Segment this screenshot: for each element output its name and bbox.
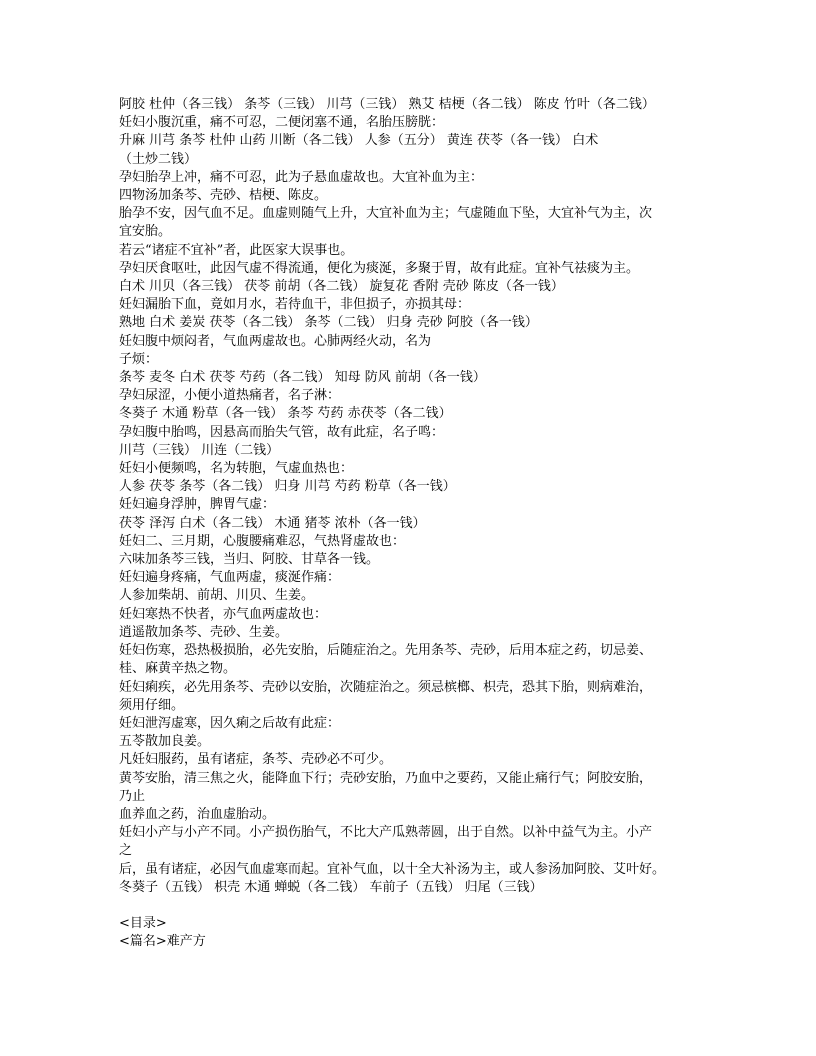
text-line: 川芎（三钱） 川连（二钱） <box>119 442 280 458</box>
text-line: 妊妇二、三月期，心腹腰痛难忍，气热肾虚故也： <box>119 533 406 549</box>
text-line: 黄芩安胎，清三焦之火，能降血下行；壳砂安胎，乃血中之要药，又能止痛行气；阿胶安胎， <box>119 770 653 786</box>
text-line: 妊妇泄泻虚寒，因久痢之后故有此症： <box>119 715 341 731</box>
text-line: 妊妇小便频鸣，名为转胞，气虚血热也： <box>119 461 354 477</box>
text-line: 冬葵子 木通 粉草（各一钱） 条芩 芍药 赤茯苓（各二钱） <box>119 406 452 422</box>
text-line: 妊妇痢疾，必先用条芩、壳砂以安胎，次随症治之。须忌槟榔、枳壳，恐其下胎，则病难治， <box>119 679 653 695</box>
text-line: 桂、麻黄辛热之物。 <box>119 661 237 677</box>
text-line: 冬葵子（五钱） 枳壳 木通 蝉蜕（各二钱） 车前子（五钱） 归尾（三钱） <box>119 879 543 895</box>
text-line: 之 <box>119 843 133 859</box>
text-line: 孕妇尿涩，小便小道热痛者，名子淋： <box>119 388 341 404</box>
text-line: 妊妇腹中烦闷者，气血两虚故也。心肺两经火动，名为 <box>119 333 432 349</box>
text-line: 阿胶 杜仲（各三钱） 条芩（三钱） 川芎（三钱） 熟艾 桔梗（各二钱） 陈皮 竹叶（各二钱） <box>119 97 655 112</box>
text-line: 妊妇遍身浮肿，脾胃气虚： <box>119 497 276 513</box>
text-line: 子烦： <box>119 351 159 367</box>
text-line: 四物汤加条芩、壳砂、桔梗、陈皮。 <box>119 188 328 204</box>
body-text <box>119 96 709 897</box>
text-line: 妊妇小产与小产不同。小产损伤胎气，不比大产瓜熟蒂圆，出于自然。以补中益气为主。小产 <box>119 825 653 841</box>
text-line: 凡妊妇服药，虽有诸症，条芩、壳砂必不可少。 <box>119 752 393 768</box>
text-line: 妊妇漏胎下血，竟如月水，若待血干，非但损子，亦损其母： <box>119 297 471 313</box>
text-line: 妊妇小腹沉重，痛不可忍，二便闭塞不通，名胎压膀胱： <box>119 115 445 131</box>
text-line: 后，虽有诸症，必因气血虚寒而起。宜补气血，以十全大补汤为主，或人参汤加阿胶、艾叶好。 <box>119 861 666 877</box>
text-line: 人参加柴胡、前胡、川贝、生姜。 <box>119 588 315 604</box>
paragraph-gap <box>119 897 709 915</box>
text-line: 孕妇腹中胎鸣，因悬高而胎失气管，故有此症，名子鸣： <box>119 424 445 440</box>
text-line: 五苓散加良姜。 <box>119 734 211 750</box>
toc-tag: <目录> <box>119 915 167 931</box>
document-page <box>119 96 709 951</box>
text-line: 妊妇伤寒，恐热极损胎，必先安胎，后随症治之。先用条芩、壳砂，后用本症之药，切忌姜、 <box>119 643 653 659</box>
text-line: 血养血之药，治血虚胎动。 <box>119 806 276 822</box>
text-line: 胎孕不安，因气血不足。血虚则随气上升，大宜补血为主；气虚随血下坠，大宜补气为主，次 <box>119 206 653 222</box>
text-line: 茯苓 泽泻 白术（各二钱） 木通 猪苓 浓朴（各一钱） <box>119 515 426 531</box>
text-line: 须用仔细。 <box>119 697 185 713</box>
text-line: （土炒二钱） <box>119 151 198 167</box>
text-line: 妊妇遍身疼痛，气血两虚，痰涎作痛： <box>119 570 341 586</box>
chapter-title-tag: <篇名>难产方 <box>119 934 206 950</box>
footer-section <box>119 915 709 951</box>
text-line: 人参 茯苓 条芩（各二钱） 归身 川芎 芍药 粉草（各一钱） <box>119 479 456 495</box>
text-line: 白术 川贝（各三钱） 茯苓 前胡（各二钱） 旋复花 香附 壳砂 陈皮（各一钱） <box>119 279 564 295</box>
text-line: 孕妇胎孕上冲，痛不可忍，此为子悬血虚故也。大宜补血为主： <box>119 169 484 185</box>
text-line: 若云“诸症不宜补”者，此医家大误事也。 <box>119 242 354 258</box>
text-line: 逍遥散加条芩、壳砂、生姜。 <box>119 624 289 640</box>
text-line: 熟地 白术 姜炭 茯苓（各二钱） 条芩（二钱） 归身 壳砂 阿胶（各一钱） <box>119 315 538 331</box>
text-line: 条芩 麦冬 白术 茯苓 芍药（各二钱） 知母 防风 前胡（各一钱） <box>119 370 486 386</box>
text-line: 乃止 <box>119 788 146 804</box>
text-line: 妊妇寒热不快者，亦气血两虚故也： <box>119 606 328 622</box>
text-line: 升麻 川芎 条芩 杜仲 山药 川断（各二钱） 人参（五分） 黄连 茯苓（各一钱） 白术 <box>119 133 599 149</box>
text-line: 孕妇厌食呕吐，此因气虚不得流通，便化为痰涎，多聚于胃，故有此症。宜补气祛痰为主。 <box>119 260 640 276</box>
text-line: 六味加条芩三钱，当归、阿胶、甘草各一钱。 <box>119 552 380 568</box>
text-line: 宜安胎。 <box>119 224 172 240</box>
